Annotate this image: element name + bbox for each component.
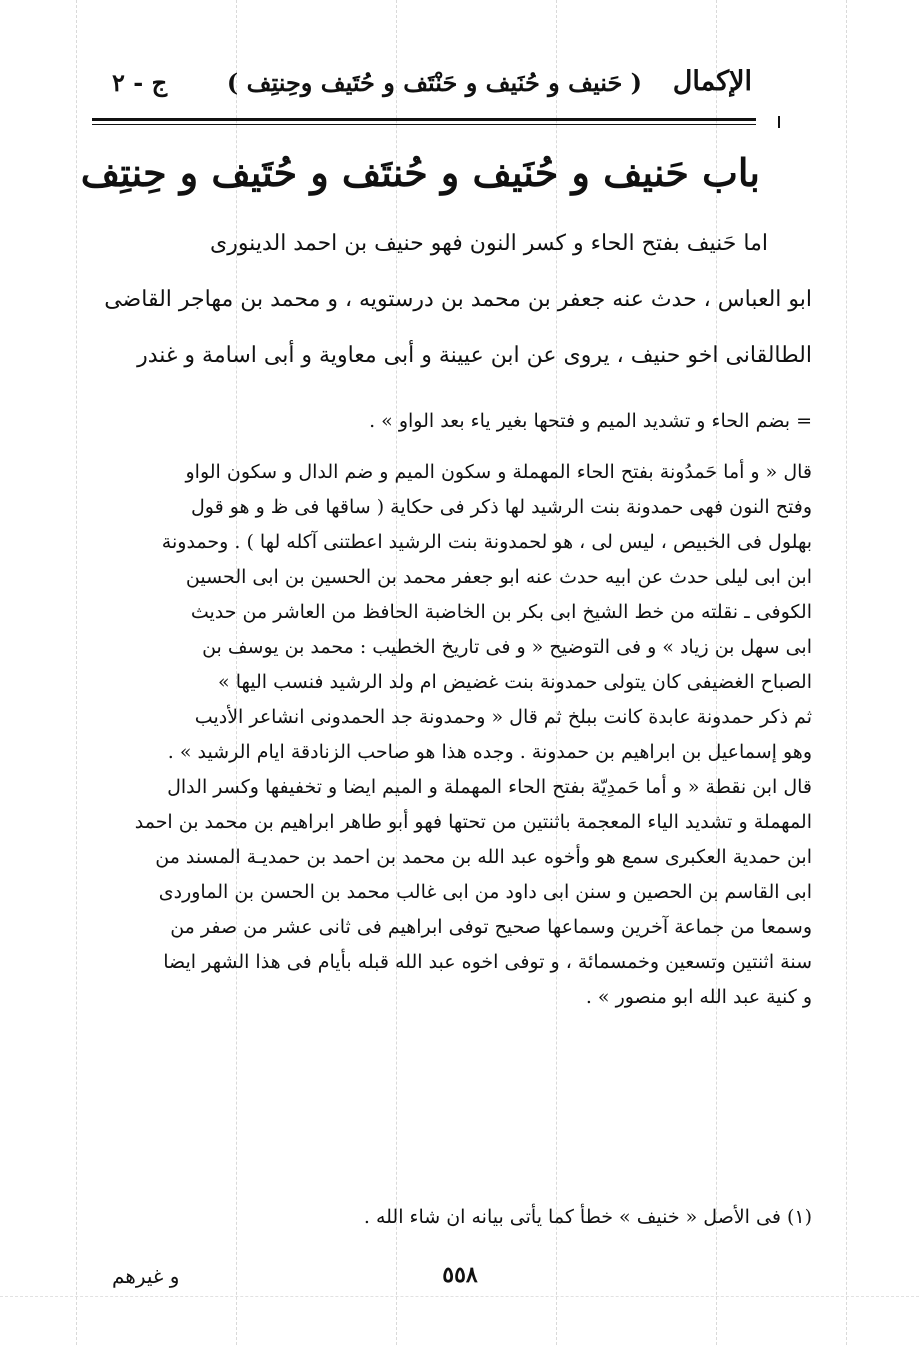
footnote: (١) فى الأصل « خنيف » خطأ كما يأتى بيانه ان شاء الله . [363,1206,812,1228]
header-rule-ornament [770,116,780,128]
text-line: ابو العباس ، حدث عنه جعفر بن محمد بن درستويه ، و محمد بن مهاجر القاضى [104,287,812,312]
page-number: ٥٥٨ [442,1262,478,1288]
text-line: ابى سهل بن زياد » و فى التوضيح « و فى تاريخ الخطيب : محمد بن يوسف بن [202,636,812,658]
scan-guide-line [76,0,77,1345]
text-line: ابن حمدية العكبرى سمع هو وأخوه عبد الله بن محمد بن احمد بن حمديـة المسند من [155,846,812,868]
text-line: الطالقانى اخو حنيف ، يروى عن ابن عيينة و أبى معاوية و أبى اسامة و غندر [137,343,812,368]
annotation-body [100,404,812,1015]
text-line: وفتح النون فهى حمدونة بنت الرشيد لها ذكر فى حكاية ( ساقها فى ظ و هو قول [190,496,812,518]
chapter-title: باب حَنيف و حُنَيف و حُنتَف و حُتَيف و حِنتِف [80,150,760,195]
text-line: الصباح الغضيفى كان يتولى حمدونة بنت غضيض ام ولد الرشيد فنسب اليها » [218,671,812,693]
text-line: و كنية عبد الله ابو منصور » . [585,986,812,1008]
text-line: وهو إسماعيل بن ابراهيم بن حمدونة . وجده هذا هو صاحب الزنادقة ايام الرشيد » . [167,741,812,763]
text-line: قال « و أما حَمدُونة بفتح الحاء المهملة و سكون الميم و ضم الدال و سكون الواو [185,461,812,483]
text-line: المهملة و تشديد الياء المعجمة باثنتين من تحتها فهو أبو طاهر ابراهيم بن محمد بن احمد [134,811,812,833]
text-line: بهلول فى الخبيص ، ليس لى ، هو لحمدونة بنت الرشيد اعطتنى آكله لها ) . وحمدونة [161,531,812,553]
text-line: اما حَنيف بفتح الحاء و كسر النون فهو حنيف بن احمد الدينورى [209,231,768,256]
book-title: الإكمال [672,66,752,97]
header-rule-thick [92,118,756,121]
text-line: ثم ذكر حمدونة عابدة كانت ببلخ ثم قال « وحمدونة جد الحمدونى انشاعر الأديب [194,706,812,728]
scan-guide-line [0,1296,919,1297]
text-line: = بضم الحاء و تشديد الميم و فتحها بغير ياء بعد الواو » . [369,410,812,432]
scan-guide-line [846,0,847,1345]
text-line: سنة اثنتين وتسعين وخمسمائة ، و توفى اخوه عبد الله قبله بأيام فى هذا الشهر ايضا [163,951,812,973]
running-header [112,62,752,106]
text-line: الكوفى ـ نقلته من خط الشيخ ابى بكر بن الخاضبة الحافظ من العاشر من حديث [190,601,812,623]
text-line: قال ابن نقطة « و أما حَمدِيّة بفتح الحاء المهملة و الميم ايضا و تخفيفها وكسر الدال [167,776,812,798]
volume-number: ج - ٢ [112,68,168,97]
intro-paragraph [100,216,812,384]
text-line: ابن ابى ليلى حدث عن ابيه حدث عنه ابو جعفر محمد بن الحسين بن ابى الحسين [185,566,812,588]
text-line: ابى القاسم بن الحصين و سنن ابى داود من ابى غالب محمد بن الحسن بن الماوردى [158,881,812,903]
header-subject: ( حَنيف و حُنَيف و حَنْتَف و حُتَيف وحِنتِف ) [226,68,642,97]
catchword: و غيرهم [112,1264,180,1288]
text-line: وسمعا من جماعة آخرين وسماعها صحيح توفى ابراهيم فى ثانى عشر من صفر من [170,916,812,938]
header-rule-thin [92,124,756,125]
